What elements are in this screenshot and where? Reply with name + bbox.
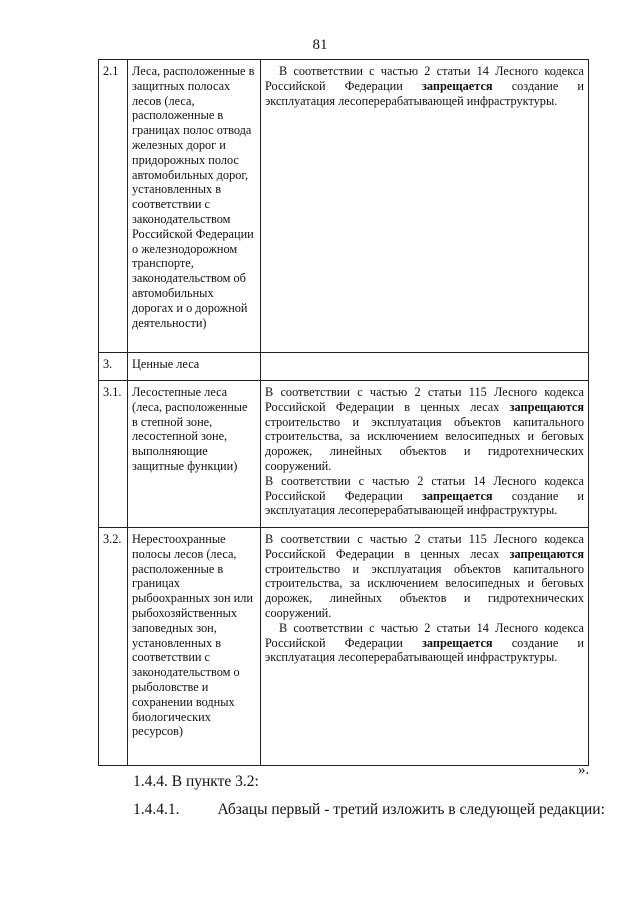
amendment-paragraph: 1.4.4. В пункте 3.2: [133,773,259,790]
prohibition-keyword: запрещаются [509,546,584,561]
prohibition-keyword: запрещается [421,488,493,503]
regulation-paragraph: В соответствии с частью 2 статьи 14 Лесного кодекса Российской Федерации запрещается создание и эксплуатация лесоперерабатывающей инфраструктуры. [265,473,584,518]
row-number: 3.2. [99,528,128,766]
prohibition-keyword: запрещается [421,635,493,650]
regulation-paragraph: В соответствии с частью 2 статьи 14 Лесного кодекса Российской Федерации запрещается создание и эксплуатация лесоперерабатывающей инфраструктуры. [265,620,584,665]
row-number: 3. [99,353,128,381]
page-number: 81 [312,37,328,53]
regulation-text [261,353,589,381]
forest-category: Лесостепные леса (леса, расположенные в степной зоне, лесостепной зоне, выполняющие защитные функции) [128,381,261,528]
table-row [99,353,589,381]
subparagraph-number: 1.4.4.1. [133,801,180,818]
forest-category: Леса, расположенные в защитных полосах лесов (леса, расположенные в границах полос отвода железных дорог и придорожных полос автомобильных дорог, установленных в соответствии с законодательством Российской Федерации о железнодорожном транспорте, законодательством об автомобильных дорогах и о дорожной деятельности) [128,60,261,353]
closing-quote: ». [578,762,590,778]
regulation-text [261,528,589,766]
subparagraph-text: Абзацы первый - третий изложить в следующей редакции: [217,801,605,818]
row-number: 3.1. [99,381,128,528]
row-number: 2.1 [99,60,128,353]
regulation-text [261,60,589,353]
regulation-paragraph: В соответствии с частью 2 статьи 115 Лесного кодекса Российской Федерации в ценных лесах запрещаются строительство и эксплуатация объектов капитального строительства, за исключением велосипедных и беговых дорожек, линейных объектов и гидротехнических сооружений. [265,532,584,620]
forest-category: Ценные леса [128,353,261,381]
prohibition-keyword: запрещается [421,78,493,93]
regulation-paragraph: В соответствии с частью 2 статьи 14 Лесного кодекса Российской Федерации запрещается создание и эксплуатация лесоперерабатывающей инфраструктуры. [265,64,584,108]
prohibition-keyword: запрещаются [509,399,584,414]
forest-regulations-table [98,59,589,766]
forest-category: Нерестоохранные полосы лесов (леса, расположенные в границах рыбоохранных зон или рыбохозяйственных заповедных зон, установленных в соответствии с законодательством о рыболовстве и сохранении водных биологических ресурсов) [128,528,261,766]
amendment-subparagraph [133,801,605,819]
regulation-text [261,381,589,528]
table-row [99,528,589,766]
table-row [99,60,589,353]
table-row [99,381,589,528]
regulation-paragraph: В соответствии с частью 2 статьи 115 Лесного кодекса Российской Федерации в ценных лесах запрещаются строительство и эксплуатация объектов капитального строительства, за исключением велосипедных и беговых дорожек, линейных объектов и гидротехнических сооружений. [265,385,584,473]
